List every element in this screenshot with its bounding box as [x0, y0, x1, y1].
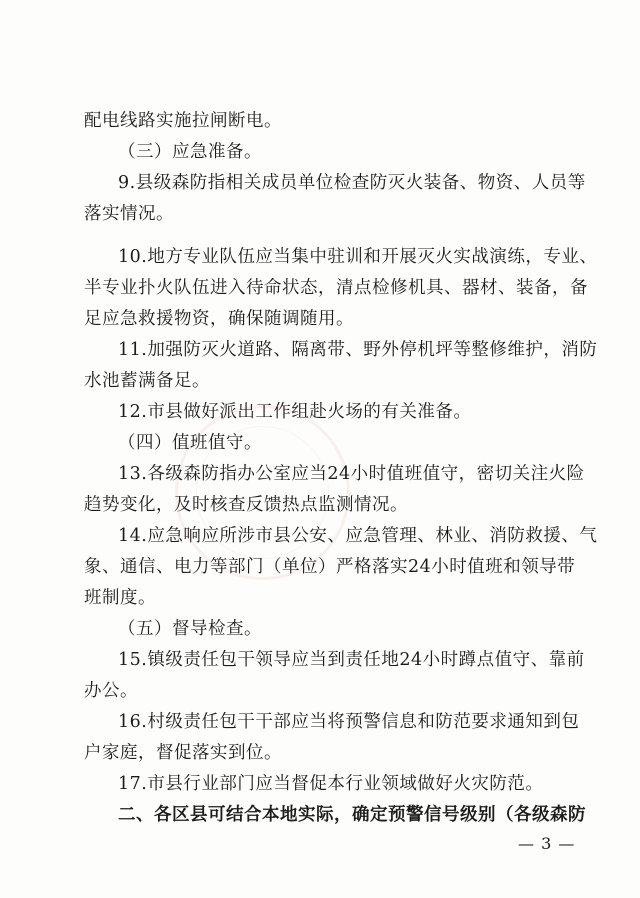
body-line: 班制度。 — [84, 588, 156, 608]
body-line: 14.应急响应所涉市县公安、应急管理、林业、消防救援、气 — [118, 526, 598, 546]
body-line: 水池蓄满备足。 — [84, 371, 210, 391]
body-line: 户家庭，督促落实到位。 — [84, 743, 282, 763]
section-heading: （四）值班值守。 — [118, 433, 262, 453]
section-heading: （三）应急准备。 — [118, 142, 262, 162]
body-line: 半专业扑火队伍进入待命状态，清点检修机具、器材、装备，备 — [84, 278, 588, 298]
body-line: 足应急救援物资，确保随调随用。 — [84, 309, 354, 329]
section-heading-bold: 二、各区县可结合本地实际，确定预警信号级别（各级森防 — [118, 805, 586, 825]
body-line: 12.市县做好派出工作组赴火场的有关准备。 — [118, 402, 472, 422]
body-line: 配电线路实施拉闸断电。 — [84, 111, 282, 131]
body-line: 象、通信、电力等部门（单位）严格落实24小时值班和领导带 — [84, 557, 576, 577]
body-line: 9.县级森防指相关成员单位检查防灭火装备、物资、人员等 — [118, 173, 586, 193]
body-line: 16.村级责任包干干部应当将预警信息和防范要求通知到包 — [118, 712, 580, 732]
body-line: 办公。 — [84, 681, 138, 701]
body-line: 10.地方专业队伍应当集中驻训和开展灭火实战演练，专业、 — [118, 247, 598, 267]
body-line: 趋势变化，及时核查反馈热点监测情况。 — [84, 495, 408, 515]
document-body — [84, 106, 598, 831]
body-line: 落实情况。 — [84, 204, 174, 224]
page-number: — 3 — — [518, 834, 576, 853]
body-line: 15.镇级责任包干领导应当到责任地24小时蹲点值守、靠前 — [118, 650, 585, 670]
body-line: 11.加强防灭火道路、隔离带、野外停机坪等整修维护，消防 — [118, 340, 598, 360]
body-line: 13.各级森防指办公室应当24小时值班值守，密切关注火险 — [118, 464, 585, 484]
section-heading: （五）督导检查。 — [118, 619, 262, 639]
body-line: 17.市县行业部门应当督促本行业领域做好火灾防范。 — [118, 774, 544, 794]
